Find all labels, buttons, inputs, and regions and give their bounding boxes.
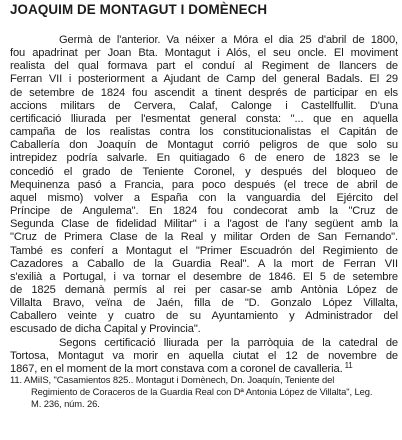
text-line: escusado de dicha Capital y Provincia".	[10, 323, 201, 336]
text-line: Germà de l'anterior. Va néixer a Móra el dia 25 d'abril de 1800,	[59, 34, 398, 46]
text-line: Caballero veinte y cuatro de su Ayuntamiento y Administrador del	[10, 310, 398, 323]
text-line: També es conferí a Montagut el "Primer Escuadrón del Regimiento de	[10, 244, 398, 257]
text-line: "Cruz de Primera Clase de la Real y militar Orden de San Fernando".	[10, 231, 398, 244]
text-line: de 1825 demanà permís al rei per casar-se amb Antònia López de	[10, 283, 398, 296]
text-line: Ferran VII i posteriorment a Ajudant de Camp del general Badals. El 29	[10, 73, 398, 86]
page-title: JOAQUIM DE MONTAGUT I DOMÈNECH	[10, 2, 268, 17]
text-line: Caballería don Joaquín de Montagut corrió peligros de que solo su	[10, 139, 398, 152]
biography-text	[10, 34, 398, 376]
text-line: Príncipe de Angulema". En 1824 fou condecorat amb la "Cruz de	[10, 205, 398, 218]
text-line: de setembre de 1824 fou ascendit a tinent després de participar en els	[10, 86, 398, 99]
text-line: Tortosa, Montagut va morir en aquella ciutat el 12 de novembre de	[10, 349, 398, 362]
text-line: Villalta Bravo, veïna de Jaén, filla de "D. Gonzalo López Villalta,	[10, 297, 398, 310]
text-line: Segunda Clase de fidelidad Militar" i a l'agost de l'any següent amb la	[10, 218, 398, 231]
footnote-line: 11. AMiIS, "Casamientos 825.. Montagut i Domènech, Dn. Joaquín, Teniente del	[10, 374, 335, 385]
text-line: Cazadores a Caballo de la Guardia Real". A la mort de Ferran VII	[10, 257, 398, 270]
text-line: Mequinenza pasó a Francia, para poco después (el trece de abril de	[10, 178, 398, 191]
text-line-content: 1867, en el moment de la mort constava com a coronel de cavalleria.	[10, 362, 343, 375]
footnote	[10, 374, 398, 410]
text-line: campaña de los realistas contra los constitucionalistas el Capitán de	[10, 126, 398, 139]
text-line: certificació lliurada per l'esmentat general consta: "... que en aquella	[10, 112, 398, 125]
text-line: aquel mismo) volver a España con la vanguardia del Ejército del	[10, 191, 398, 204]
text-line: Segons certificació lliurada per la parròquia de la catedral de	[59, 336, 398, 349]
text-line: concedió el grado de Teniente Coronel, y después del bloqueo de	[10, 165, 398, 178]
text-line: s'exilià a Portugal, i va tornar el desembre de 1846. El 5 de setembre	[10, 270, 398, 283]
text-line: intrepidez podría salvarle. En quitiagado 6 de enero de 1823 se le	[10, 152, 398, 165]
text-line: fou apadrinat per Joan Bta. Montagut i Alós, el seu oncle. El moviment	[10, 47, 398, 60]
footnote-line: Regimiento de Coraceros de la Guardia Real con Dª Antonia López de Villalta", Leg.	[31, 386, 373, 398]
footnote-reference: 11	[344, 360, 353, 370]
text-line: accions militars de Cervera, Calaf, Calonge i Castellfullit. D'una	[10, 99, 398, 112]
footnote-line: M. 236, núm. 26.	[31, 398, 100, 410]
text-line: realista del qual formava part el conduí al Regiment de llancers de	[10, 60, 398, 73]
